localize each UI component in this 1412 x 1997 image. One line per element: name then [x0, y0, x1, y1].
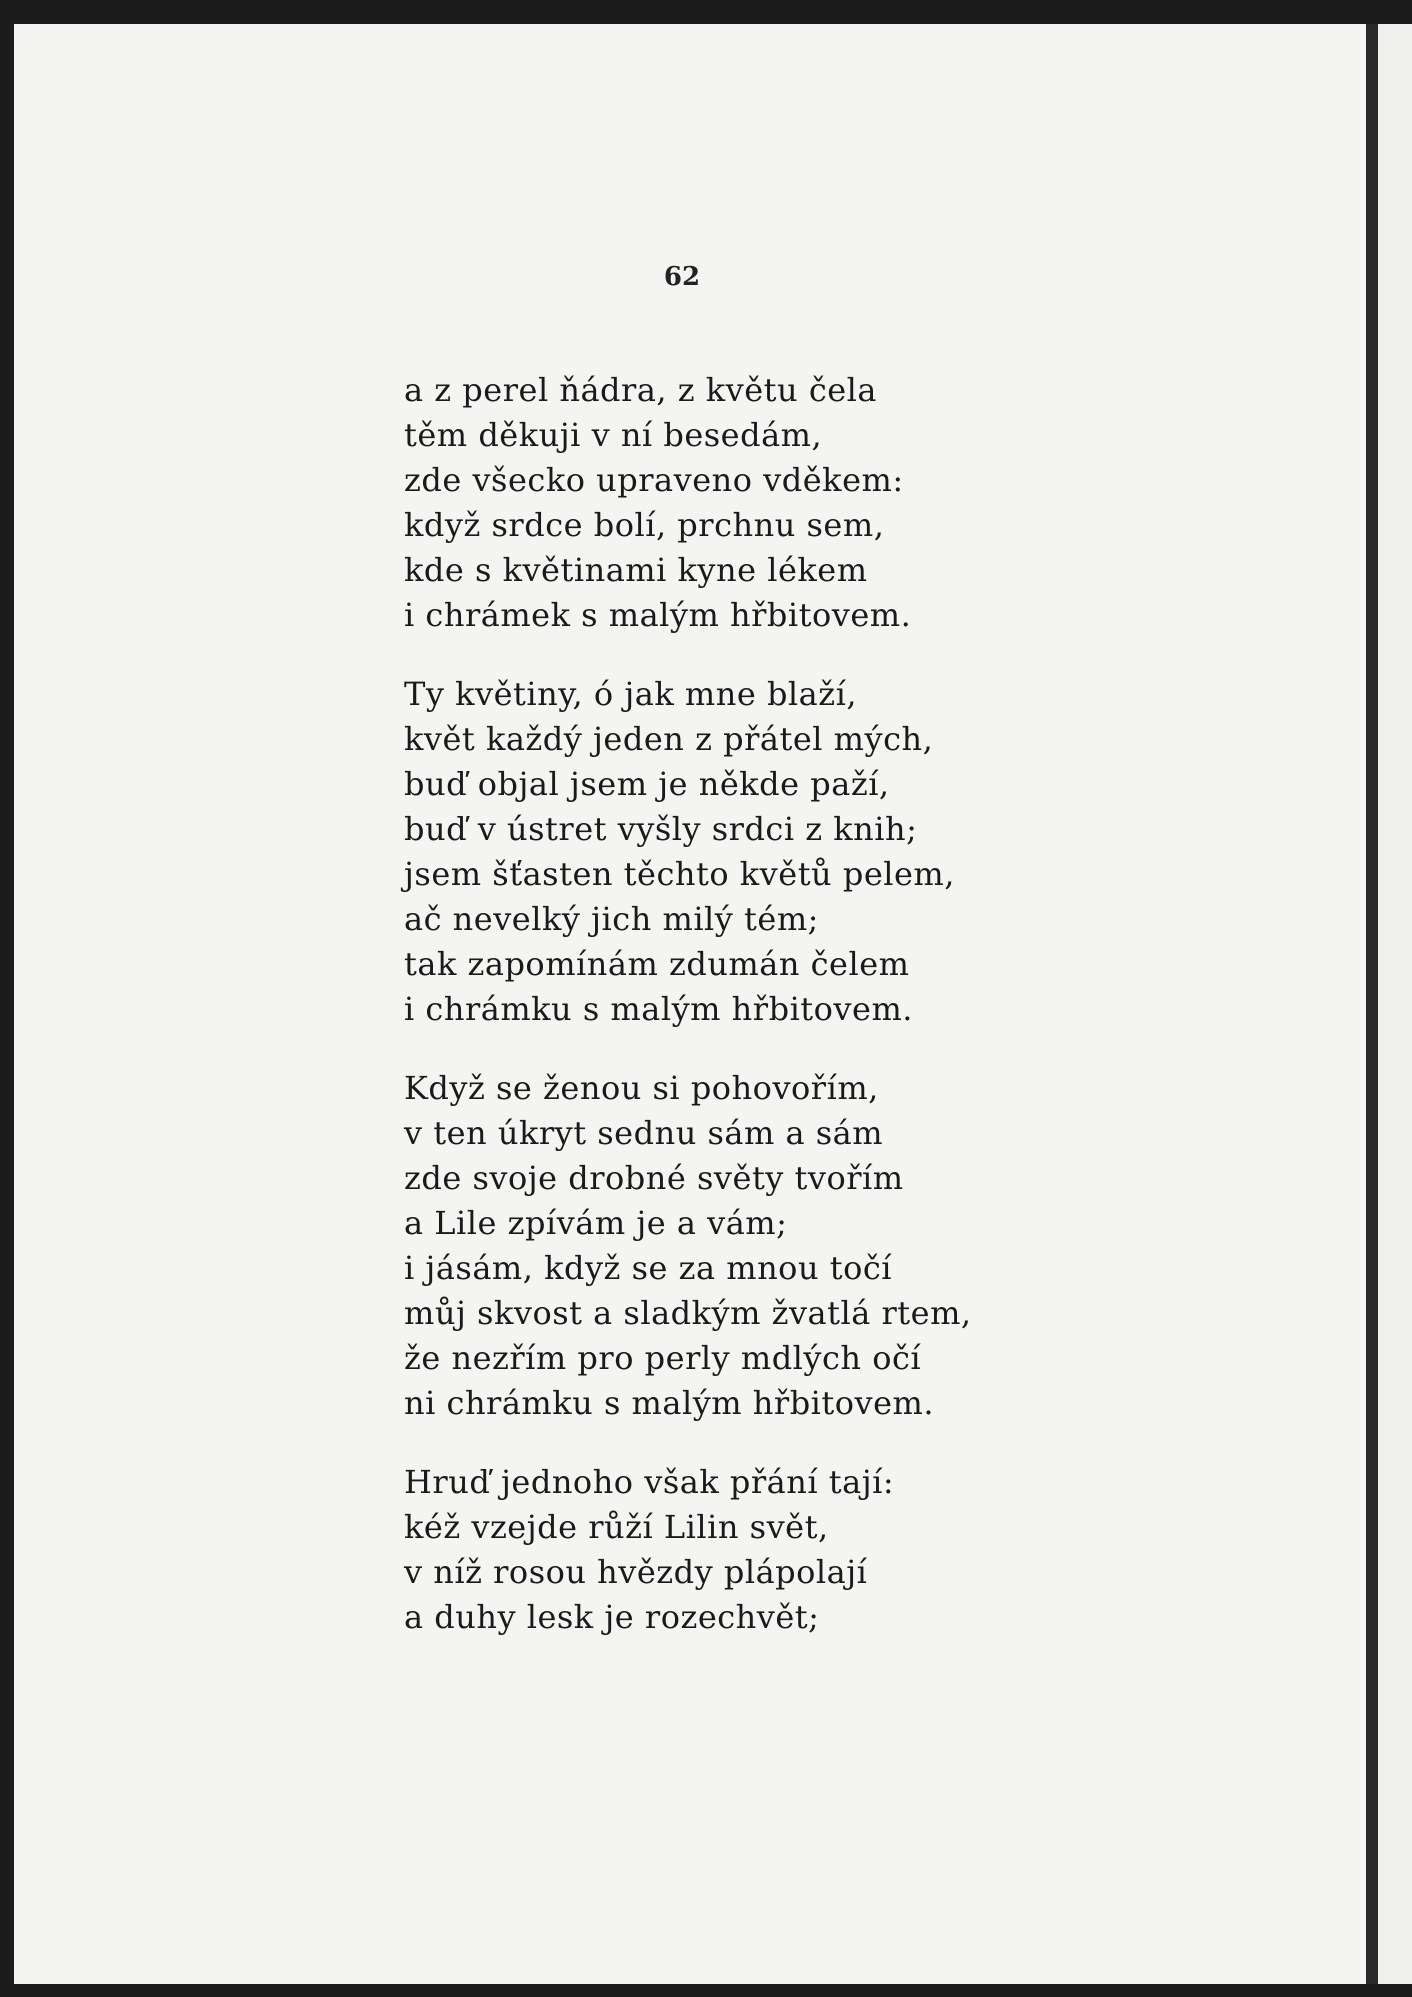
- poem-line: ni chrámku s malým hřbitovem.: [404, 1384, 935, 1422]
- stanza-4: [404, 1460, 1024, 1640]
- stanza-1: [404, 368, 1024, 638]
- facing-page-edge: [1378, 24, 1412, 1984]
- poem-line: zde všecko upraveno vděkem:: [404, 461, 904, 499]
- poem-line: i chrámku s malým hřbitovem.: [404, 990, 913, 1028]
- poem-line: kéž vzejde růží Lilin svět,: [404, 1508, 829, 1546]
- poem-line: zde svoje drobné světy tvořím: [404, 1159, 904, 1197]
- page-edge: [1366, 24, 1378, 1984]
- poem-line: a duhy lesk je rozechvět;: [404, 1598, 820, 1636]
- stanza-3: [404, 1066, 1024, 1426]
- poem-line: květ každý jeden z přátel mých,: [404, 720, 934, 758]
- poem-line: Když se ženou si pohovořím,: [404, 1069, 879, 1107]
- poem-line: v ten úkryt sednu sám a sám: [404, 1114, 884, 1152]
- poem-line: Hruď jednoho však přání tají:: [404, 1463, 895, 1501]
- page-number: 62: [663, 262, 701, 292]
- poem-line: buď v ústret vyšly srdci z knih;: [404, 810, 918, 848]
- poem-line: i chrámek s malým hřbitovem.: [404, 596, 912, 634]
- poem-line: buď objal jsem je někde paží,: [404, 765, 890, 803]
- poem-line: kde s květinami kyne lékem: [404, 551, 868, 589]
- poem-line: těm děkuji v ní besedám,: [404, 416, 823, 454]
- poem-line: ač nevelký jich milý tém;: [404, 900, 819, 938]
- poem-line: můj skvost a sladkým žvatlá rtem,: [404, 1294, 972, 1332]
- poem-line: že nezřím pro perly mdlých očí: [404, 1339, 922, 1377]
- poem-line: Ty květiny, ó jak mne blaží,: [404, 675, 857, 713]
- poem-line: a Lile zpívám je a vám;: [404, 1204, 788, 1242]
- poem-line: v níž rosou hvězdy plápolají: [404, 1553, 868, 1591]
- poem-line: i jásám, když se za mnou točí: [404, 1249, 892, 1287]
- poem-line: a z perel ňádra, z květu čela: [404, 371, 877, 409]
- poem-line: jsem šťasten těchto květů pelem,: [404, 855, 955, 893]
- stanza-2: [404, 672, 1024, 1032]
- poem-line: tak zapomínám zdumán čelem: [404, 945, 910, 983]
- poem: [404, 368, 1024, 1674]
- poem-line: když srdce bolí, prchnu sem,: [404, 506, 885, 544]
